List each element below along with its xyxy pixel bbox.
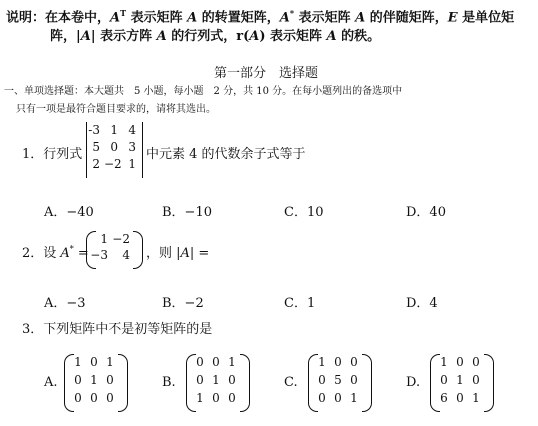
q3-matrix-cell: 1	[74, 355, 82, 369]
note-label: 说明：	[6, 10, 46, 26]
q3-matrix-cell: 0	[196, 355, 204, 369]
q3-option-a-label[interactable]: A.	[44, 375, 58, 390]
q2-option-a[interactable]: A．−3	[44, 296, 86, 311]
q3-matrix-cell: 1	[456, 373, 464, 387]
note-line2: 阵，|A| 表示方阵 A 的行列式，r(A) 表示矩阵 A 的秩。	[50, 29, 381, 44]
q2-matrix-cell: 1	[100, 232, 108, 246]
q1-det-cell: 3	[128, 140, 136, 154]
q2-suffix: ，则 |A| =	[146, 246, 210, 261]
q3-matrix-cell: 0	[472, 355, 480, 369]
q3-d-right-paren	[484, 354, 494, 412]
q3-matrix-cell: 0	[212, 355, 220, 369]
q3-prompt: 3．下列矩阵中不是初等矩阵的是	[22, 322, 213, 337]
section-title: 第一部分 选择题	[214, 66, 319, 81]
q2-matrix-cell: −3	[90, 248, 108, 262]
q3-matrix-cell: 0	[212, 391, 220, 405]
q3-matrix-cell: 0	[90, 355, 98, 369]
note-header: 说明：在本卷中，$A^T$ 表示矩阵 A 的转置矩阵，A* 表示矩阵 A 的伴随矩阵，E 是单位矩	[6, 8, 515, 26]
q3-option-d-matrix	[436, 355, 484, 409]
q3-matrix-cell: 1	[440, 355, 448, 369]
q3-matrix-cell: 0	[196, 373, 204, 387]
q1-option-c[interactable]: C．10	[284, 205, 324, 220]
q3-matrix-cell: 0	[106, 373, 114, 387]
q3-matrix-cell: 1	[212, 373, 220, 387]
q3-matrix-cell: 1	[196, 391, 204, 405]
q3-b-right-paren	[240, 354, 250, 412]
q1-det-cell: 1	[110, 123, 118, 137]
q3-option-a-matrix	[70, 355, 118, 409]
q3-matrix-cell: 1	[106, 355, 114, 369]
q3-matrix-cell: 0	[106, 391, 114, 405]
q3-option-b-matrix	[192, 355, 240, 409]
q3-matrix-cell: 0	[90, 391, 98, 405]
q3-option-c-matrix	[314, 355, 362, 409]
section-instructions-line1: 一、单项选择题：本大题共 5 小题，每小题 2 分，共 10 分。在每小题列出的备选项中	[4, 86, 403, 97]
q2-option-b[interactable]: B．−2	[162, 296, 204, 311]
q3-matrix-cell: 0	[440, 373, 448, 387]
q3-matrix-cell: 0	[334, 355, 342, 369]
q3-matrix-cell: 0	[228, 373, 236, 387]
q2-matrix-right-paren	[133, 231, 143, 269]
q1-det-right-bar	[142, 122, 143, 178]
q1-det-cell: 2	[92, 157, 100, 171]
q3-matrix-cell: 1	[90, 373, 98, 387]
q3-matrix-cell: 6	[440, 391, 448, 405]
q1-option-d[interactable]: D．40	[406, 205, 446, 220]
q3-a-right-paren	[118, 354, 128, 412]
q3-matrix-cell: 0	[74, 373, 82, 387]
q1-det-cell: 1	[128, 157, 136, 171]
q2-matrix-cell: −2	[112, 232, 130, 246]
q1-det-cell: 4	[128, 123, 136, 137]
q1-suffix: 中元素 4 的代数余子式等于	[146, 147, 306, 162]
q3-matrix-cell: 0	[318, 373, 326, 387]
q3-matrix-cell: 1	[350, 391, 358, 405]
q3-matrix-cell: 5	[334, 373, 342, 387]
q3-matrix-cell: 1	[228, 355, 236, 369]
q2-matrix-cell: 4	[122, 248, 130, 262]
q3-option-d-label[interactable]: D.	[406, 375, 421, 390]
section-instructions-line2: 只有一项是最符合题目要求的，请将其选出。	[16, 104, 216, 115]
q1-option-a[interactable]: A．−40	[44, 205, 94, 220]
q1-det-cell: -3	[88, 123, 100, 137]
q3-matrix-cell: 0	[350, 355, 358, 369]
q3-matrix-cell: 1	[318, 355, 326, 369]
q3-matrix-cell: 0	[228, 391, 236, 405]
q3-matrix-cell: 0	[472, 373, 480, 387]
q3-option-b-label[interactable]: B.	[162, 375, 176, 390]
q3-c-right-paren	[362, 354, 372, 412]
q3-matrix-cell: 1	[472, 391, 480, 405]
q1-det-cell: 5	[92, 140, 100, 154]
q3-matrix-cell: 0	[456, 391, 464, 405]
q1-prefix: 1．行列式	[22, 147, 83, 162]
q1-determinant	[86, 123, 140, 174]
q1-det-cell: 0	[110, 140, 118, 154]
q2-option-c[interactable]: C．1	[284, 296, 316, 311]
q3-option-c-label[interactable]: C.	[284, 375, 298, 390]
q1-det-cell: −2	[104, 157, 122, 171]
q3-matrix-cell: 0	[456, 355, 464, 369]
q3-matrix-cell: 0	[74, 391, 82, 405]
q2-prefix: 2．设 A* =	[22, 244, 89, 261]
q2-option-d[interactable]: D．4	[406, 296, 438, 311]
q3-matrix-cell: 0	[334, 391, 342, 405]
q1-option-b[interactable]: B．−10	[162, 205, 212, 220]
q3-matrix-cell: 0	[350, 373, 358, 387]
q3-matrix-cell: 0	[318, 391, 326, 405]
q2-matrix	[89, 232, 133, 264]
